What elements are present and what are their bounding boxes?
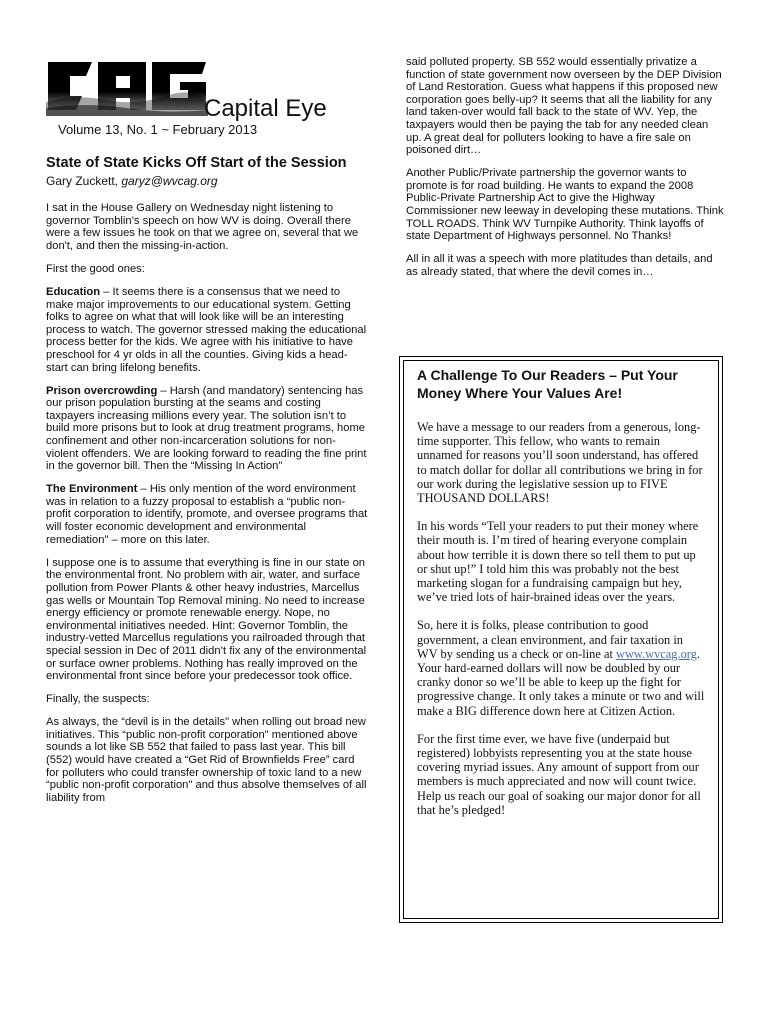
education-label: Education [46, 285, 101, 298]
challenge-p3-start: So, here it is folks, please contribution to good government, a clean environment, and fair taxation in WV by sending us a check or on-line at [417, 618, 683, 661]
environment-text: – His only mention of the word environment was in relation to a fuzzy proposal to establish a “public non-profit corporation to identify, promote, and oversee programs that will foster economic development and environmental remediation" – more on this later. [46, 483, 368, 546]
prison-paragraph [46, 385, 368, 473]
right-column [406, 56, 724, 289]
environment-label: The Environment [46, 483, 138, 496]
article-intro: I sat in the House Gallery on Wednesday night listening to governor Tomblin’s speech on how WV is doing. Overall there were a few issues he took on that we agree on, several that we don't, and then the missing-in-action. [46, 202, 359, 252]
article-title: State of State Kicks Off Start of the Session [46, 155, 347, 171]
masthead [46, 56, 368, 137]
author-email: garyz@wvcag.org [121, 174, 218, 188]
challenge-p3-end: . Your hard-earned dollars will now be doubled by our cranky donor so we’ll be able to keep up the fight for progressive change. It only takes a minute or two and will make a BIG difference down here at Citizen Action. [417, 646, 705, 718]
byline [46, 174, 218, 188]
challenge-paragraph-2: In his words “Tell your readers to put their money where their mouth is. I’m tired of hearing everyone complain about how terrible it is down there so tell them to put up or shut up!” I told him this was probably not the best marketing slogan for a fundraising campaign but hey, we’ve tried lots of hair-brained ideas over the years. [417, 519, 699, 605]
challenge-paragraph-3 [417, 618, 706, 717]
environment-paragraph [46, 483, 368, 546]
challenge-box [399, 356, 723, 923]
environment-suppose-paragraph: I suppose one is to assume that everything is fine in our state on the environmental front. No problem with air, water, and surface pollution from Power Plants & other heavy industries, Marcellus gas wells or Mountain Top Removal mining. No need to increase energy efficiency or promote renewable energy. Nope, no environmental initiatives needed. Hint: Governor Tomblin, the industry-vetted Marcellus regulations you railroaded through that special session in Dec of 2011 didn’t fix any of the environmental or surface owner problems. Nothing has really improved on the environmental front since before your predecessor took office. [46, 556, 367, 683]
challenge-paragraph-1: We have a message to our readers from a generous, long-time supporter. This fellow, who wants to remain unnamed for reasons you’ll soon understand, has offered to match dollar for dollar all contributions we bring in for our work during the legislative session up to FIVE THOUSAND DOLLARS! [417, 420, 703, 506]
prison-label: Prison overcrowding [46, 384, 158, 397]
conclusion-paragraph: All in all it was a speech with more platitudes than details, and as already stated, that where the devil comes in… [406, 253, 713, 278]
challenge-title: A Challenge To Our Readers – Put Your Money Where Your Values Are! [417, 367, 678, 401]
good-ones-lead: First the good ones: [46, 262, 145, 275]
education-text: – It seems there is a consensus that we need to make major improvements to our educational system. Getting folks to agree on what that will look like will be an interesting process to watch. The governor stressed making the educational process better for the kids. We agree with his initiative to have preschool for 4 yr olds in all the counties. Giving kids a head-start can bring lifelong benefits. [46, 285, 367, 374]
partnership-paragraph: Another Public/Private partnership the governor wants to promote is for road building. He wants to expand the 2008 Public-Private Partnership Act to give the Highway Commissioner new leeway in developing these mutations. Think TOLL ROADS. Think WV Turnpike Authority. Think layoffs of state Department of Highways personnel. No Thanks! [406, 167, 724, 243]
devil-details-paragraph: As always, the “devil is in the details" when rolling out broad new initiatives. This “public non-profit corporation" mentioned above sounds a lot like SB 552 that failed to pass last year. This bill (552) would have created a “Get Rid of Brownfields Free” card for polluters who could transfer ownership of toxic land to a new “public non-profit corporation" and thus absolve themselves of all liability from [46, 716, 367, 804]
challenge-paragraph-4: For the first time ever, we have five (underpaid but registered) lobbyists representing you at the state house covering myriad issues. Any amount of support from our members is much appreciated and now will count twice. Help us reach our goal of soaking our major donor for all that he’s pledged! [417, 731, 701, 817]
education-paragraph [46, 286, 368, 374]
cag-logo [46, 58, 208, 116]
volume-issue: Volume 13, No. 1 ~ February 2013 [58, 122, 258, 137]
prison-text: – Harsh (and mandatory) sentencing has our prison population bursting at the seams and costing taxpayers increasing millions every year. The solution isn’t to build more prisons but to look at drug treatment programs, home confinement and other non-incarceration solutions for non-violent offenders. We are looking forward to reading the fine print in the governor bill. Then the “Missing In Action" [46, 384, 367, 473]
author-name: Gary Zuckett, [46, 174, 119, 188]
paper-name: Capital Eye [204, 95, 327, 122]
article-headline [46, 154, 368, 190]
left-column [46, 56, 368, 815]
wvcag-link[interactable]: www.wvcag.org [616, 646, 697, 661]
challenge-box-inner [403, 360, 719, 919]
continued-paragraph: said polluted property. SB 552 would essentially privatize a function of state government now overseen by the DEP Division of Land Restoration. Guess what happens if this proposed new corporation goes belly-up? It seems that all the liability for any land taken-over would fall back to the state of WV. Yep, the taxpayers would then be paying the tab for any needed clean up. A great deal for polluters looking to have a fire sale on poisoned dirt… [406, 56, 722, 157]
suspects-lead: Finally, the suspects: [46, 693, 150, 706]
